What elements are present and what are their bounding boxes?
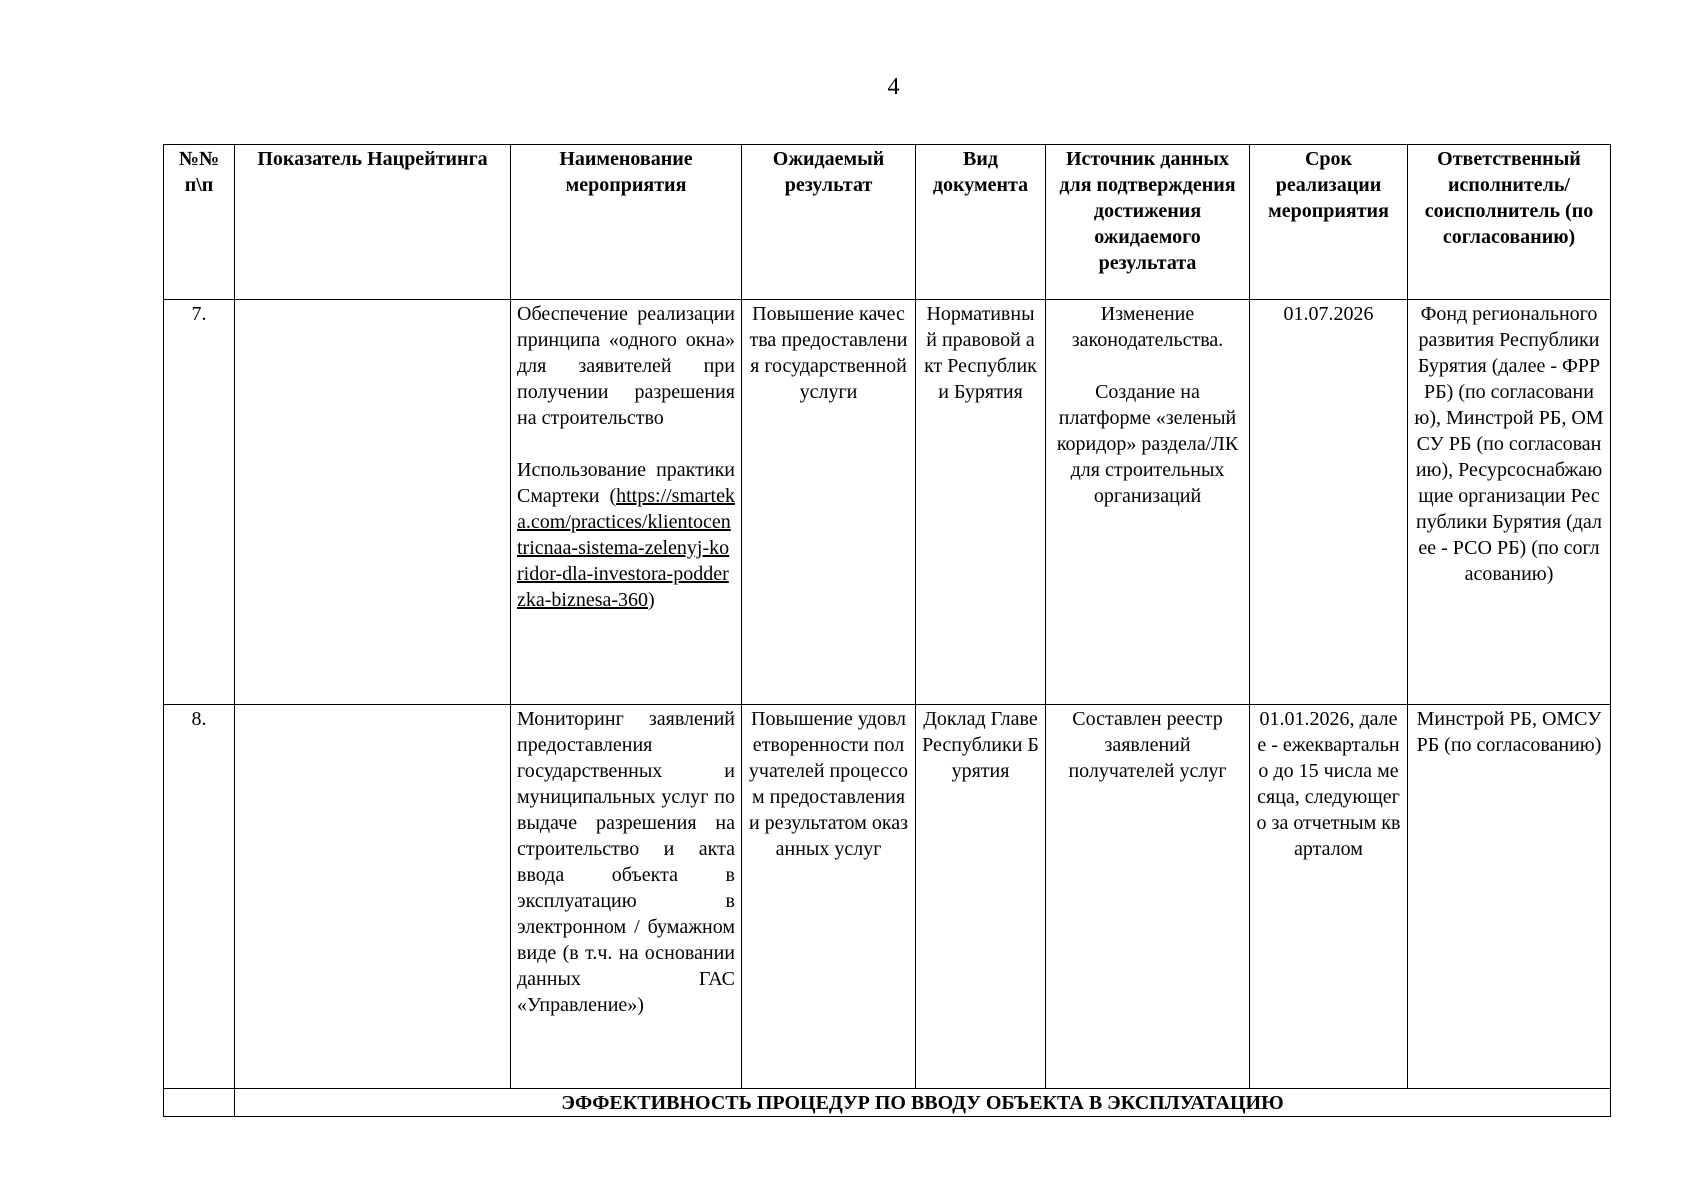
section-title: ЭФФЕКТИВНОСТЬ ПРОЦЕДУР ПО ВВОДУ ОБЪЕКТА В ЭКСПЛУАТАЦИЮ [235, 1089, 1611, 1117]
row-deadline: 01.01.2026, далее - ежеквартально до 15 числа месяца, следующего за отчетным кварталом [1250, 705, 1408, 1089]
row-source: Составлен реестр заявлений получателей услуг [1046, 705, 1250, 1089]
header-num: №№ п\п [164, 145, 235, 300]
row-result: Повышение удовлетворенности получателей процессом предоставления и результатом оказанных услуг [742, 705, 916, 1089]
header-doc-type: Вид документа [916, 145, 1046, 300]
header-responsible: Ответственный исполнитель/ соисполнитель (по согласованию) [1408, 145, 1611, 300]
event-text: Использование практики Смартеки ( [517, 459, 735, 507]
table-row [164, 705, 1611, 1089]
event-text: Обеспечение реализации принципа «одного окна» для заявителей при получении разрешения на строительство [517, 303, 735, 429]
header-source: Источник данных для подтверждения достижения ожидаемого результата [1046, 145, 1250, 300]
source-text: Создание на платформе «зеленый коридор» раздела/ЛК для строительных организаций [1056, 381, 1239, 507]
row-indicator [235, 300, 511, 705]
header-result: Ожидаемый результат [742, 145, 916, 300]
table-header-row [164, 145, 1611, 300]
header-event: Наименование мероприятия [511, 145, 742, 300]
row-event [511, 300, 742, 705]
row-doc-type: Нормативный правовой акт Республики Бурятия [916, 300, 1046, 705]
row-event: Мониторинг заявлений предоставления государственных и муниципальных услуг по выдаче разрешения на строительство и акта ввода объекта в эксплуатацию в электронном / бумажном виде (в т.ч. на основании данных ГАС «Управление») [511, 705, 742, 1089]
source-text: Изменение законодательства. [1071, 303, 1224, 351]
row-source [1046, 300, 1250, 705]
row-responsible: Минстрой РБ, ОМСУ РБ (по согласованию) [1408, 705, 1611, 1089]
header-indicator: Показатель Нацрейтинга [235, 145, 511, 300]
page-number: 4 [887, 74, 900, 100]
section-num-cell [164, 1089, 235, 1117]
row-num: 7. [164, 300, 235, 705]
row-num: 8. [164, 705, 235, 1089]
header-deadline: Срок реализации мероприятия [1250, 145, 1408, 300]
action-plan-table [163, 144, 1611, 1117]
row-responsible: Фонд регионального развития Республики Бурятия (далее - ФРР РБ) (по согласованию), Минстрой РБ, ОМСУ РБ (по согласованию), Ресурсоснабжающие организации Республики Бурятия (далее - РСО РБ) (по согласованию) [1408, 300, 1611, 705]
event-text: ) [648, 589, 655, 611]
row-indicator [235, 705, 511, 1089]
section-row [164, 1089, 1611, 1117]
row-deadline: 01.07.2026 [1250, 300, 1408, 705]
row-doc-type: Доклад Главе Республики Бурятия [916, 705, 1046, 1089]
smarteka-link[interactable]: https://smarteka.com/practices/klientocentricnaa-sistema-zelenyj-koridor-dla-investora-podderzka-biznesa-360 [517, 485, 735, 611]
row-result: Повышение качества предоставления государственной услуги [742, 300, 916, 705]
table-row [164, 300, 1611, 705]
